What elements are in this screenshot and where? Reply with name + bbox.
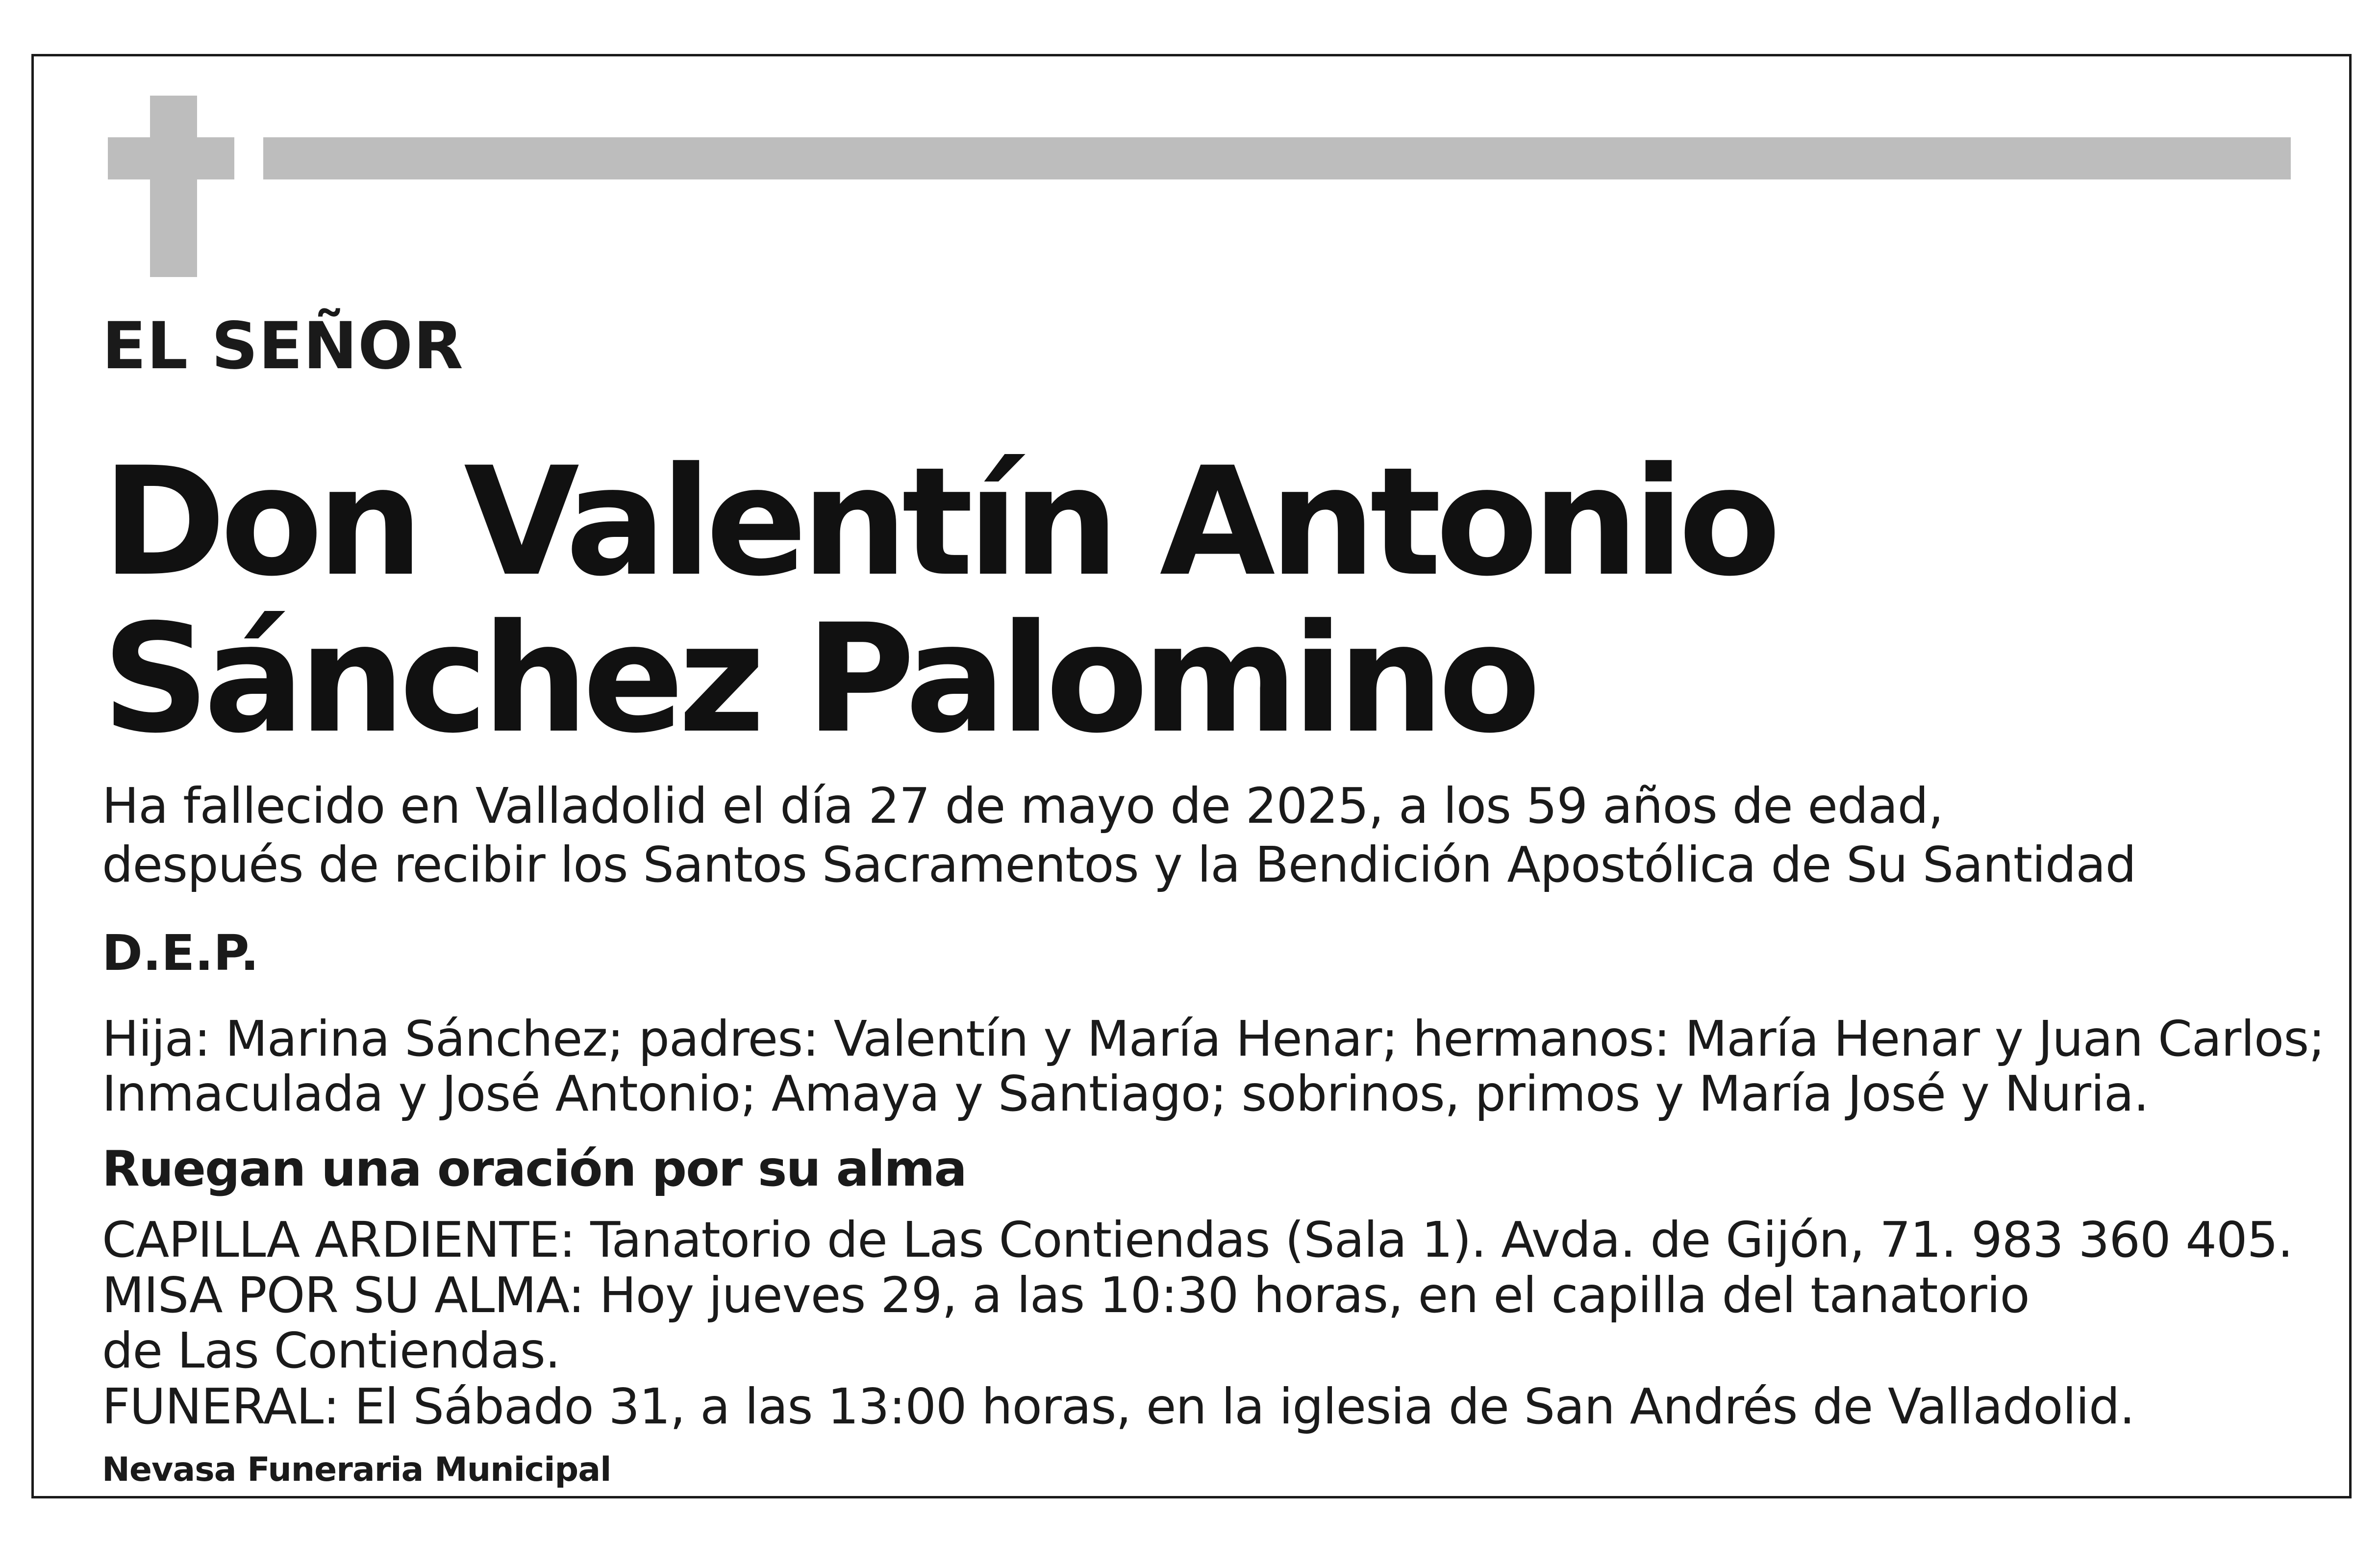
deceased-name-line-1: Don Valentín Antonio [102, 435, 1776, 609]
funeral-home-signature: Nevasa Funeraria Municipal [102, 1450, 611, 1489]
chapel-info: CAPILLA ARDIENTE: Tanatorio de Las Contiendas (Sala 1). Avda. de Gijón, 71. 983 360 405. [102, 1211, 2293, 1268]
death-announcement-line-2: después de recibir los Santos Sacramentos y la Bendición Apostólica de Su Santidad [102, 836, 2136, 893]
cross-icon-arm [108, 137, 234, 179]
death-announcement-line-1: Ha fallecido en Valladolid el día 27 de mayo de 2025, a los 59 años de edad, [102, 777, 1943, 835]
cross-icon [150, 96, 197, 277]
family-line-2: Inmaculada y José Antonio; Amaya y Santiago; sobrinos, primos y María José y Nuria. [102, 1065, 2149, 1122]
mass-info-line-2: de Las Contiendas. [102, 1322, 560, 1379]
funeral-info: FUNERAL: El Sábado 31, a las 13:00 horas, en la iglesia de San Andrés de Valladolid. [102, 1378, 2135, 1435]
decorative-bar [263, 137, 2291, 179]
deceased-name-line-2: Sánchez Palomino [102, 592, 1535, 766]
mass-info-line-1: MISA POR SU ALMA: Hoy jueves 29, a las 10:30 horas, en el capilla del tanatorio [102, 1267, 2029, 1324]
rip-label: D.E.P. [102, 924, 259, 982]
honorific: EL SEÑOR [102, 308, 464, 384]
prayer-request: Ruegan una oración por su alma [102, 1140, 966, 1197]
family-line-1: Hija: Marina Sánchez; padres: Valentín y María Henar; hermanos: María Henar y Juan Carlos; [102, 1010, 2325, 1067]
